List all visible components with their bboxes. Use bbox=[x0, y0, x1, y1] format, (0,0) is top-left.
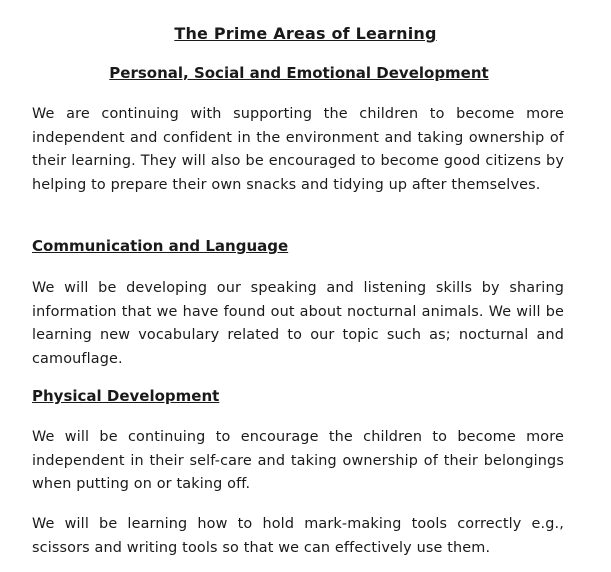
section-heading-communication-language: Communication and Language bbox=[32, 237, 289, 255]
section-heading-physical-development: Physical Development bbox=[32, 387, 220, 405]
paragraph-communication-language: We will be developing our speaking and listening skills by sharing information that we have found out about nocturnal animals. We will be learning new vocabulary related to our topic such as; nocturnal and camouflage. bbox=[32, 280, 564, 367]
paragraph-personal-social-emotional: We are continuing with supporting the children to become more independent and confident in the environment and taking ownership of their learning. They will also be encouraged to become good citizens by helping to prepare their own snacks and tidying up after themselves. bbox=[32, 106, 564, 193]
paragraph-physical-development-tools: We will be learning how to hold mark-making tools correctly e.g., scissors and writing tools so that we can effectively use them. bbox=[32, 516, 564, 556]
section-heading-personal-social-emotional: Personal, Social and Emotional Development bbox=[109, 64, 489, 82]
paragraph-physical-development-self-care: We will be continuing to encourage the children to become more independent in their self-care and taking ownership of their belongings when putting on or taking off. bbox=[32, 429, 564, 492]
page-title: The Prime Areas of Learning bbox=[174, 24, 437, 43]
